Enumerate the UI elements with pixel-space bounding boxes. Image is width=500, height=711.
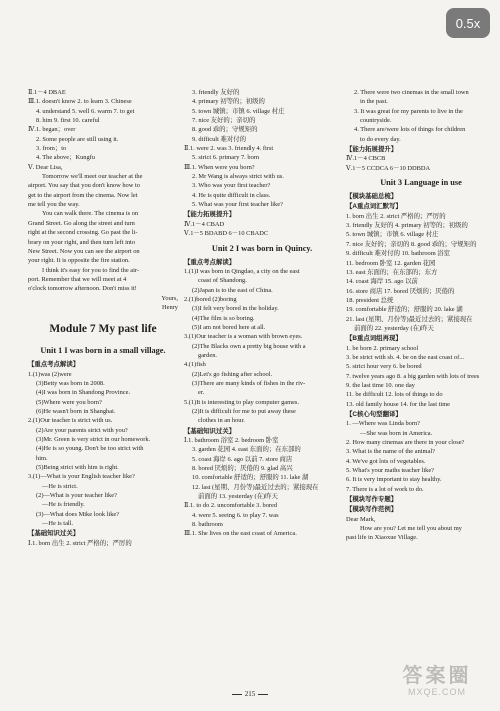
section-heading: 【基础知识过关】	[184, 427, 236, 435]
watermark-main-text: 答案圈	[402, 665, 472, 687]
answer-line: 5. town 城镇；市镇 6. village 村庄	[346, 231, 439, 239]
unit-title: Unit 1 I was born in a small village.	[40, 346, 166, 356]
answer-line: (2)The Blacks own a pretty big house with a	[192, 342, 306, 350]
answer-line: 7. There is a lot of work to do.	[346, 485, 424, 493]
answer-line: Ⅳ.1－4 CBAD	[184, 220, 225, 228]
answer-line: 12. last (星期、月份等)最近过去的；紧接现在	[192, 483, 319, 491]
page-number: 215	[0, 690, 500, 698]
answer-line: 2. There were two cinemas in the small town	[354, 89, 469, 96]
answer-line: 3. friendly 友好的	[192, 89, 240, 96]
answer-line: Ⅰ.1. born 出生 2. strict 严格的；严厉的	[28, 539, 132, 547]
answer-line: (5)Being strict with him is right.	[36, 464, 119, 472]
answer-line: 18. president 总统	[346, 296, 394, 304]
answer-line: (4)I was born in Shandong Province.	[36, 389, 131, 397]
answer-line: 3. from；to	[36, 145, 67, 153]
answer-line: Ⅴ. Dear Lisa,	[28, 163, 63, 171]
answer-line: 1.(1)I was born in Qingdao, a city on the east	[184, 267, 300, 275]
answer-line: 前面的 22. yesterday (在)昨天	[354, 324, 434, 332]
answer-line: er.	[198, 389, 205, 397]
answer-line: 13. east 东面的；在东部的；东方	[346, 268, 438, 276]
answer-line: 19. comfortable 舒适的；舒服的 20. lake 湖	[346, 306, 463, 314]
answer-line: (5)Where were you born?	[36, 398, 102, 406]
answer-line: Ⅰ.1. bathroom 浴室 2. bedroom 卧室	[184, 437, 279, 445]
answer-line: 11. bedroom 卧室 12. garden 花园	[346, 259, 436, 267]
section-heading: 【重点考点解读】	[28, 361, 80, 369]
answer-line: Ⅱ.1. to do 2. uncomfortable 3. bored	[184, 502, 278, 510]
answer-line: Henry	[162, 303, 178, 311]
answer-line: 14. coast 海岸 15. ago 以前	[346, 278, 418, 286]
answer-line: 4. understand 5. well 6. warm 7. to get	[36, 107, 135, 115]
answer-line: (3)There are many kinds of fishes in the riv-	[192, 379, 306, 387]
answer-line: me tell you the way.	[28, 201, 80, 209]
answer-line: (6)He wasn't born in Shanghai.	[36, 407, 116, 415]
answer-line: 2. How many cinemas are there in your close?	[346, 439, 465, 447]
answer-line: coast of Shandong.	[198, 277, 247, 285]
answer-line: New Street. Now you can see the airport on	[28, 247, 140, 255]
answer-line: 9. the last time 10. one day	[346, 381, 415, 389]
answer-line: 16. store 商店 17. bored 厌烦的；厌倦的	[346, 287, 455, 295]
answer-line: o'clock tomorrow afternoon. Don't miss it!	[28, 285, 137, 293]
section-heading: 【C核心句型翻译】	[346, 411, 402, 418]
site-watermark-logo	[382, 665, 492, 705]
answer-line: 前面的 13. yesterday (在)昨天	[198, 493, 278, 501]
answer-line: 2.(1)bored (2)boring	[184, 295, 237, 303]
answer-line: get to the airport from the cinema. Now let	[28, 191, 138, 199]
answer-line: 4. primary 初等的；初级的	[192, 98, 265, 106]
answer-line: (5)I am not bored here at all.	[192, 323, 266, 331]
answer-line: 3. It was great for my parents to live in the	[354, 107, 463, 115]
answer-line: (2)Are your parents strict with you?	[36, 426, 128, 434]
answer-line: Ⅱ.1－4 DBAE	[28, 89, 66, 96]
answer-line: 3. be strict with sb. 4. be on the east coast of...	[346, 353, 465, 361]
answer-line: 7. nice 友好的；亲切的	[192, 117, 256, 125]
answer-line: —He is strict.	[42, 482, 78, 490]
answer-line: 1. —Where was Linda born?	[346, 420, 420, 428]
answer-line: clothes in an hour.	[198, 417, 245, 425]
answer-line: Ⅴ.1－5 BDABD 6－10 CBADC	[184, 230, 269, 238]
answer-line: You can walk there. The cinema is on	[42, 210, 139, 218]
answer-line: Ⅱ.1. were 2. was 3. friendly 4. first	[184, 145, 274, 153]
section-heading: 【A重点词汇默写】	[346, 203, 402, 211]
answer-line: (3)Mr. Green is very strict in our homework.	[36, 436, 151, 443]
answer-line: to do every day.	[360, 135, 401, 143]
answer-line: airport. You say that you don't know how to	[28, 182, 140, 190]
answer-line: 4. There are/were lots of things for children	[354, 126, 466, 134]
answer-line: countryside.	[360, 117, 392, 125]
answer-line: 10. comfortable 舒适的；舒服的 11. lake 湖	[192, 474, 309, 482]
answer-line: him.	[36, 454, 48, 462]
answer-line: 5.(1)It is interesting to play computer games.	[184, 398, 300, 406]
answer-line: 9. difficult 难对付的 10. bathroom 浴室	[346, 250, 451, 258]
answer-line: 3. Who was your first teacher?	[192, 182, 271, 190]
section-heading: 【模块基础总梳】	[346, 193, 398, 201]
answer-line: 4. We've got lots of vegetables.	[346, 457, 426, 465]
answer-line: Ⅳ.1－4 CBCB	[346, 155, 386, 163]
unit-title: Unit 3 Language in use	[380, 178, 462, 188]
section-heading: 【基础知识过关】	[28, 530, 80, 538]
answer-line: your right. It is opposite the fire station.	[28, 257, 130, 265]
answer-line: 21. last (星期、月份等)最近过去的；紧接现在	[346, 315, 473, 323]
answer-line: right at the second crossing. Go past the li-	[28, 229, 138, 237]
answer-line: —He is friendly.	[42, 501, 85, 509]
answer-line: 8. bathroom	[192, 521, 223, 529]
answer-line: 5. strict 6. primary 7. born	[192, 154, 260, 162]
answer-line: Ⅲ.1. She lives on the east coast of America.	[184, 530, 297, 538]
answer-line: port. Remember that we will meet at 4	[28, 275, 127, 283]
answer-line: 4. The above；Kungfu	[36, 154, 95, 162]
answer-line: 2. Mr Wang is always strict with us.	[192, 173, 284, 181]
section-heading: 【能力拓展提升】	[184, 211, 236, 219]
answer-line: (4)He is so young. Don't be too strict with	[36, 445, 144, 453]
answer-line: (3)I felt very bored in the holiday.	[192, 305, 279, 313]
answer-line: (2)It is difficult for me to put away these	[192, 408, 296, 415]
answer-line: 1.(1)was (2)were	[28, 370, 72, 378]
answer-line: (2)Japan is to the east of China.	[192, 286, 273, 294]
column-middle	[184, 88, 340, 539]
answer-line: 7. nice 友好的；亲切的 8. good 乖的；守规矩的	[346, 240, 477, 248]
answer-line: Yours,	[161, 294, 178, 302]
answer-line: garden.	[198, 351, 217, 359]
section-heading: 【B重点词组再现】	[346, 335, 402, 343]
answer-line: 5. What's your maths teacher like?	[346, 467, 434, 475]
answer-line: 3. What is the name of the animal?	[346, 448, 435, 456]
answer-line: I think it's easy for you to find the air-	[42, 266, 140, 274]
column-right	[346, 88, 496, 543]
answer-line: Tomorrow we'll meet our teacher at the	[42, 173, 143, 181]
answer-line: 5. town 城镇；市镇 6. village 村庄	[192, 107, 285, 115]
answer-line: 5. What was your first teacher like?	[192, 201, 283, 209]
answer-line: 11. be difficult 12. lots of things to do	[346, 391, 443, 399]
playback-speed-button[interactable]: 0.5x	[446, 8, 490, 38]
answer-line: 5. coast 海岸 6. ago 以前 7. store 商店	[192, 455, 293, 463]
answer-line: Ⅲ.1. When were you born?	[184, 163, 255, 171]
answer-line: brary on your right, and then turn left into	[28, 238, 136, 246]
answer-line: (4)The film is so boring.	[192, 314, 255, 322]
answer-line: Ⅴ.1－5 CCDCA 6－10 DDBDA	[346, 164, 431, 172]
answer-line: in the past.	[360, 98, 388, 106]
answer-line: 13. old family house 14. for the last time	[346, 400, 451, 408]
answer-line: 8. good 乖的；守规矩的	[192, 126, 258, 134]
answer-line: 5. strict hour very 6. be bored	[346, 363, 422, 371]
section-heading: 【模块写作范例】	[346, 506, 398, 514]
answer-line: 8. him 9. first 10. careful	[36, 117, 100, 125]
column-left	[28, 88, 178, 548]
answer-line: 4. He is quite difficult in class.	[192, 191, 271, 199]
answer-line: 7. twelve years ago 8. a big garden with lots of trees	[346, 372, 480, 380]
answer-line: 2.(1)Our teacher is strict with us.	[28, 417, 113, 425]
answer-line: —He is tall.	[42, 520, 74, 528]
answer-line: 1. born 出生 2. strict 严格的；严厉的	[346, 212, 446, 220]
module-title: Module 7 My past life	[49, 323, 157, 336]
section-heading: 【能力拓展提升】	[346, 146, 398, 154]
answer-line: (3)—What does Mike look like?	[36, 510, 120, 518]
answer-line: 3. friendly 友好的 4. primary 初等的；初级的	[346, 222, 468, 230]
answer-line: —She was born in America.	[360, 429, 433, 437]
answer-line: 9. difficult 难对付的	[192, 135, 247, 143]
answer-line: 8. bored 厌烦的；厌倦的 9. glad 高兴	[192, 465, 293, 473]
answer-line: 3. garden 花园 4. east 东面的；在东部的	[192, 446, 301, 454]
answer-line: past life in Xiaoxue Village.	[346, 534, 418, 542]
section-heading: 【模块写作专题】	[346, 496, 398, 504]
answer-line: 3.(1)—What is your English teacher like?	[28, 473, 135, 481]
answer-line: 4. were 5. seeing 6. to play 7. was	[192, 511, 279, 519]
answer-line: Ⅳ.1. began；over	[28, 126, 76, 134]
answer-line: Ⅲ.1. doesn't know 2. to learn 3. Chinese	[28, 98, 132, 106]
answer-line: 3.(1)Our teacher is a woman with brown eyes.	[184, 333, 303, 341]
unit-title: Unit 2 I was born in Quincy.	[211, 243, 313, 253]
answer-line: 1. be born 2. primary school	[346, 344, 419, 352]
section-heading: 【重点考点解读】	[184, 258, 236, 266]
answer-line: 6. It is very important to stay healthy.	[346, 476, 442, 484]
answer-line: 2. Some people are still using it.	[36, 135, 119, 143]
answer-line: (2)—What is your teacher like?	[36, 492, 117, 500]
answer-line: How are you? Let me tell you about my	[360, 525, 462, 533]
answer-line: Grand Street. Go along the street and turn	[28, 219, 135, 227]
answer-line: (2)Let's go fishing after school.	[192, 370, 273, 378]
answer-line: 4.(1)fish	[184, 361, 206, 369]
answer-line: Dear Mark,	[346, 515, 376, 523]
answer-line: (3)Betty was born in 2008.	[36, 379, 105, 387]
watermark-sub-text: MXQE.COM	[407, 687, 466, 697]
